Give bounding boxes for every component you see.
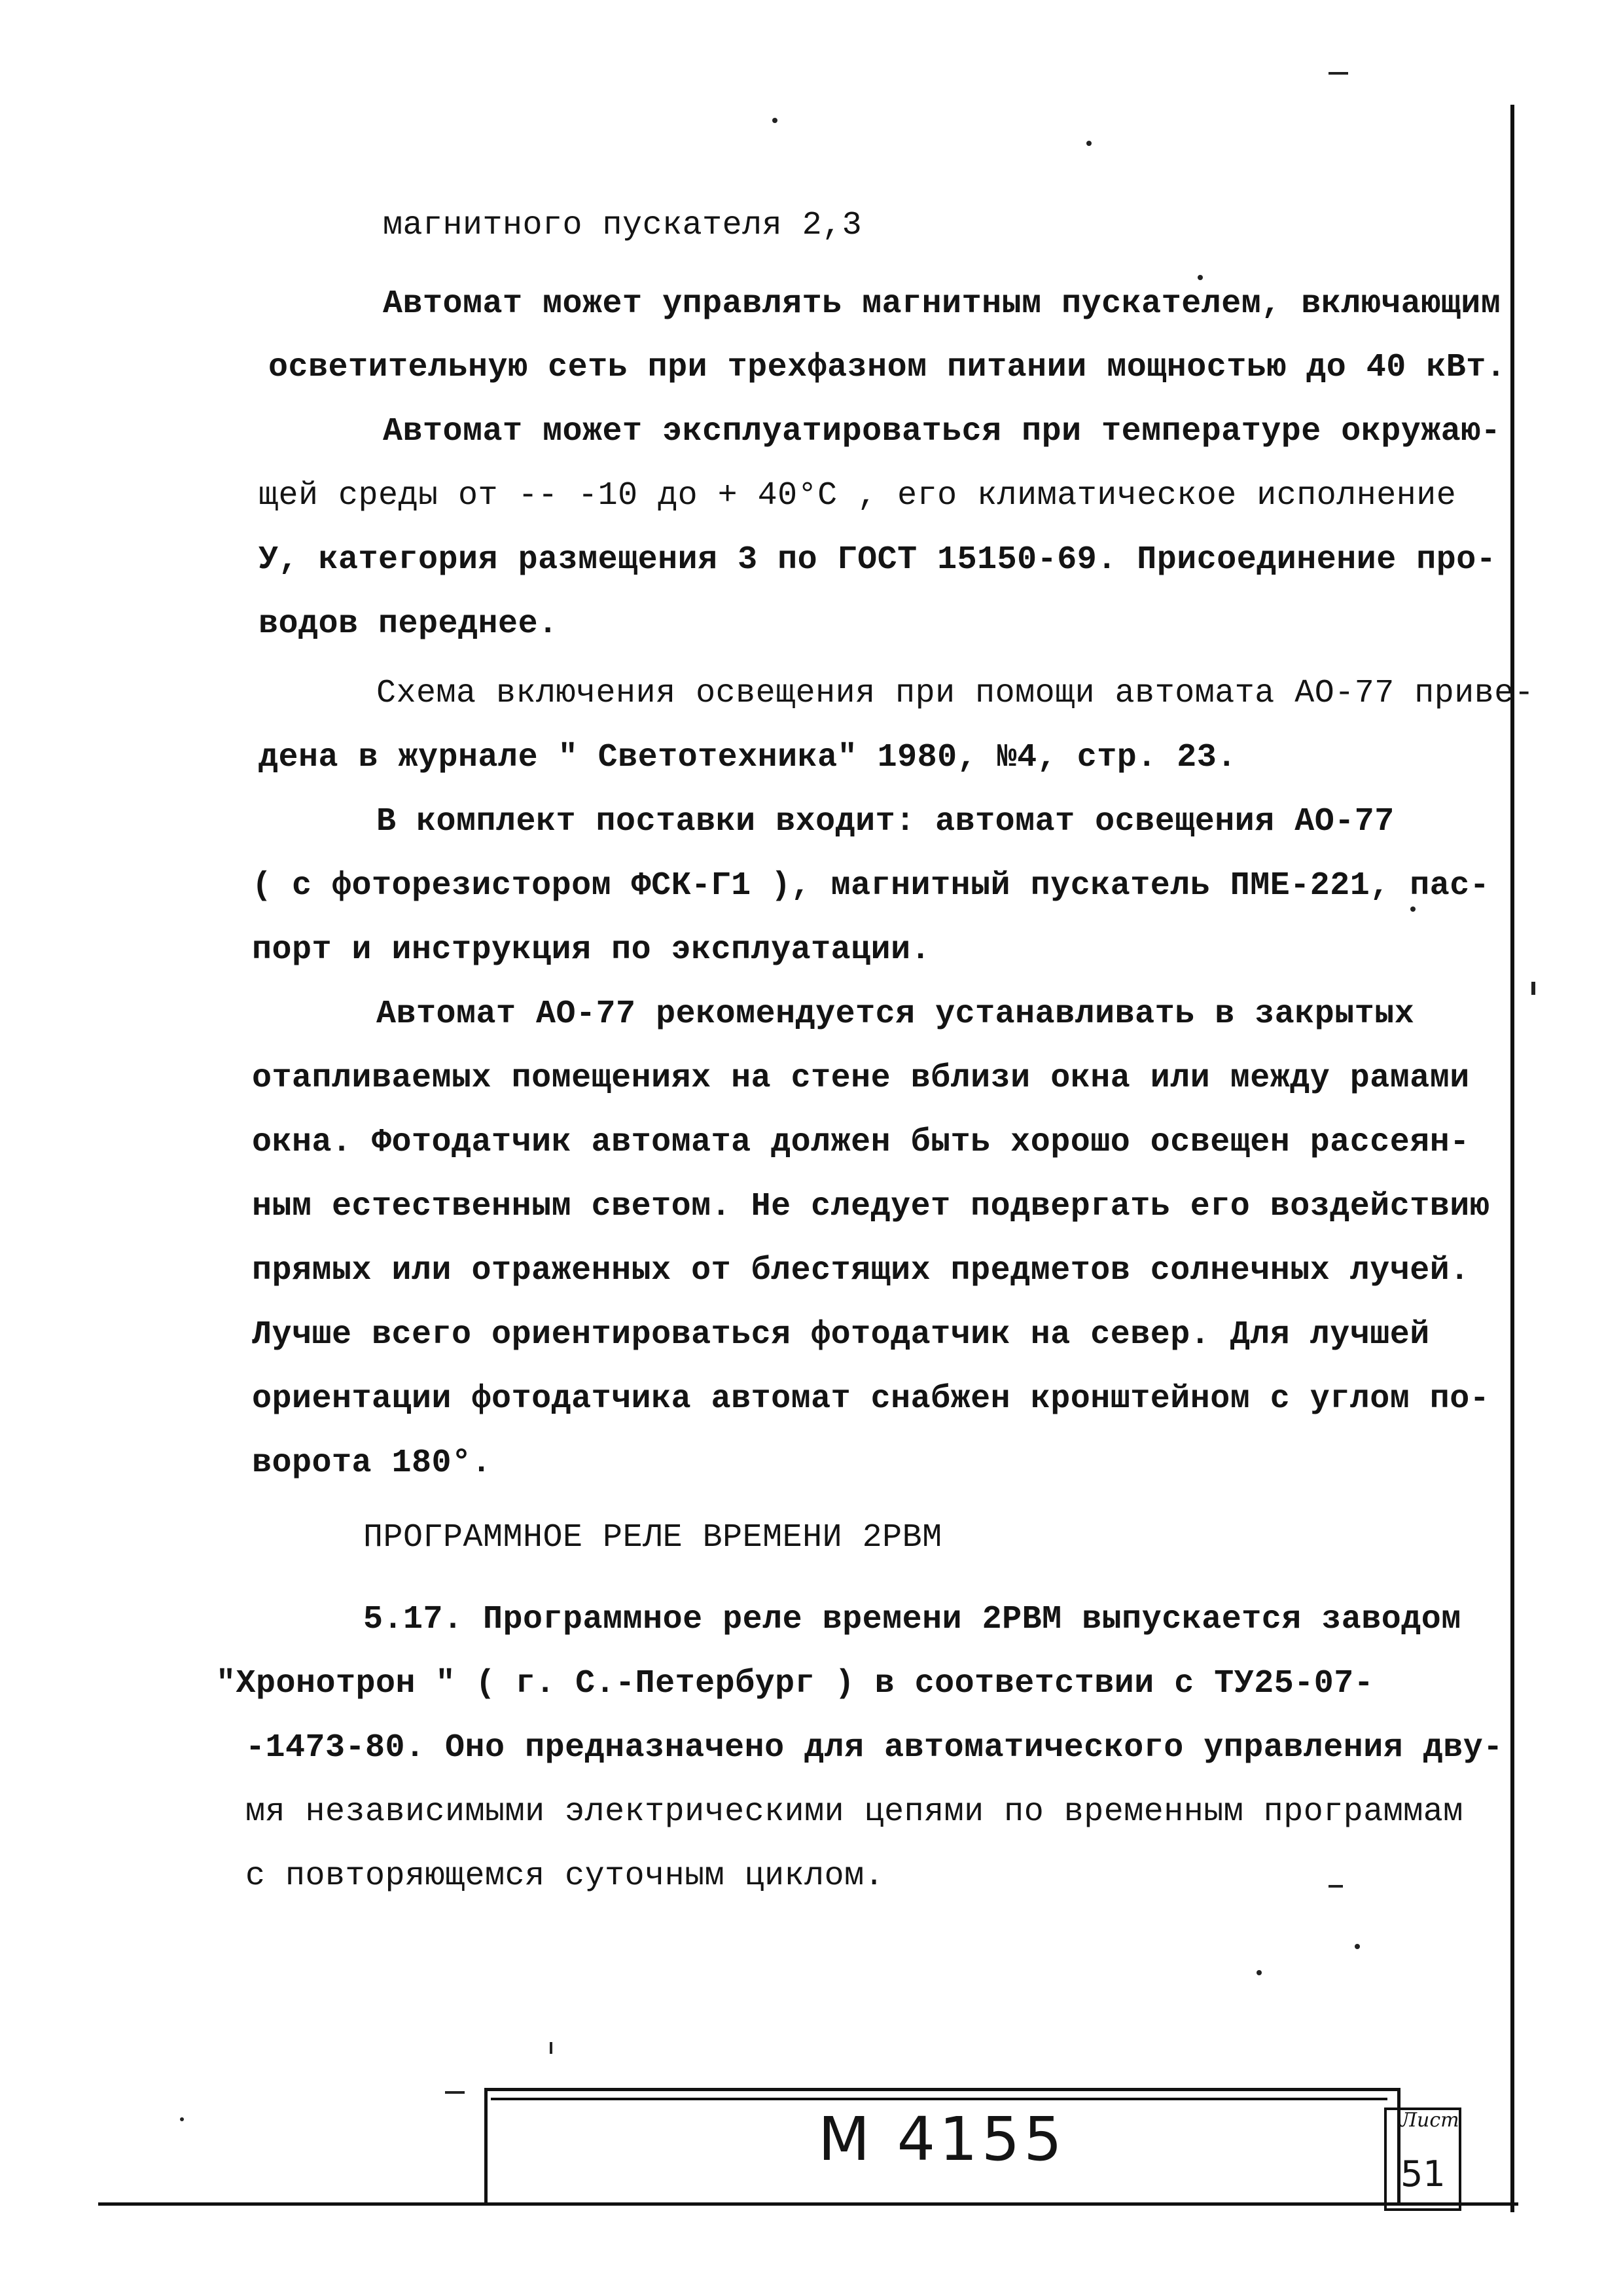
text-line: Лучше всего ориентироваться фотодатчик на север. Для лучшей [252,1316,1430,1354]
scan-speck [1257,1970,1262,1975]
scan-speck [1531,982,1535,995]
text-line: ворота 180°. [252,1444,492,1482]
text-line: щей среды от -- -10 до + 40°С , его климатическое исполнение [259,477,1457,514]
text-line: порт и инструкция по эксплуатации. [252,931,931,969]
text-line: осветительную сеть при трехфазном питании мощностью до 40 кВт. [268,349,1507,386]
text-line: ориентации фотодатчика автомат снабжен кронштейном с углом по- [252,1380,1490,1418]
scan-speck [1086,141,1092,146]
scan-speck [1410,906,1416,912]
text-line: с повторяющемся суточным циклом. [245,1857,885,1895]
text-line: дена в журнале " Светотехника" 1980, №4, стр. 23. [259,739,1237,776]
sheet-label: Лист [1400,2109,1459,2132]
scan-speck [180,2117,184,2121]
text-line: В комплект поставки входит: автомат освещения АО-77 [376,803,1395,840]
text-line: водов переднее. [259,605,558,643]
section-heading: ПРОГРАММНОЕ РЕЛЕ ВРЕМЕНИ 2РВМ [363,1519,942,1556]
text-line: 5.17. Программное реле времени 2РВМ выпускается заводом [363,1601,1461,1638]
scan-speck [1329,1885,1343,1888]
text-line: прямых или отраженных от блестящих предметов солнечных лучей. [252,1252,1470,1289]
scan-speck [1198,275,1203,280]
scan-speck [1329,72,1348,75]
text-line: окна. Фотодатчик автомата должен быть хорошо освещен рассеян- [252,1124,1470,1161]
text-line: Схема включения освещения при помощи автомата АО-77 приве- [376,675,1535,712]
bottom-border-line [98,2202,1518,2206]
text-line: Автомат может управлять магнитным пускателем, включающим [383,285,1501,323]
scan-speck [550,2042,552,2054]
title-block-inner-line [491,2098,1387,2100]
text-line: ( с фоторезистором ФСК-Г1 ), магнитный пускатель ПМЕ-221, пас- [252,867,1490,905]
scan-speck [772,118,777,123]
text-line: Автомат АО-77 рекомендуется устанавливать в закрытых [376,996,1415,1033]
text-line: -1473-80. Оно предназначено для автоматического управления дву- [245,1729,1503,1767]
text-line: магнитного пускателя 2,3 [383,207,863,244]
scan-speck [445,2091,465,2094]
text-line: "Хронотрон " ( г. С.-Петербург ) в соответствии с ТУ25-07- [216,1665,1374,1702]
text-line: Автомат может эксплуатироваться при температуре окружаю- [383,413,1501,450]
text-line: ным естественным светом. Не следует подвергать его воздействию [252,1188,1490,1225]
sheet-number: 51 [1400,2153,1446,2195]
text-line: отапливаемых помещениях на стене вблизи окна или между рамами [252,1060,1470,1097]
right-border-line [1510,105,1514,2212]
scan-speck [1355,1944,1360,1949]
document-code: М 4155 [818,2104,1066,2174]
text-line: У, категория размещения 3 по ГОСТ 15150-69. Присоединение про- [259,541,1497,579]
text-line: мя независимыми электрическими цепями по временным программам [245,1793,1463,1831]
